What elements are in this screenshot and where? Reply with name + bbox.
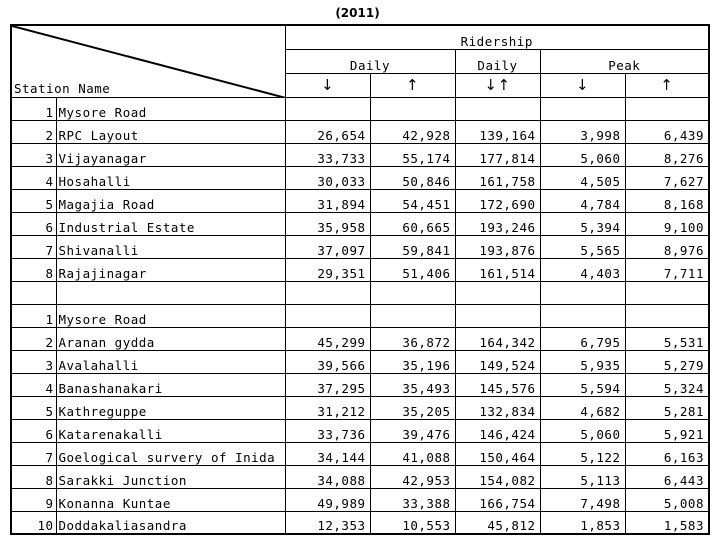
station-name: Banashanakari bbox=[56, 373, 285, 396]
station-number: 3 bbox=[11, 350, 56, 373]
table-row bbox=[11, 350, 709, 373]
peak-down-value: 5,565 bbox=[540, 235, 625, 258]
station-name: RPC Layout bbox=[56, 120, 285, 143]
station-number: 1 bbox=[11, 97, 56, 120]
ridership-header: Ridership bbox=[285, 25, 709, 49]
daily-total-value: 146,424 bbox=[455, 419, 540, 442]
daily-up-arrow-icon: ↑ bbox=[370, 73, 455, 97]
peak-down-value: 5,060 bbox=[540, 143, 625, 166]
daily-up-value: 50,846 bbox=[370, 166, 455, 189]
station-number: 3 bbox=[11, 143, 56, 166]
station-name: Rajajinagar bbox=[56, 258, 285, 281]
peak-down-value: 3,998 bbox=[540, 120, 625, 143]
empty-cell bbox=[56, 281, 285, 304]
table-row bbox=[11, 189, 709, 212]
daily-total-value: 193,246 bbox=[455, 212, 540, 235]
daily-up-value: 41,088 bbox=[370, 442, 455, 465]
station-name-label: Station Name bbox=[14, 80, 111, 96]
daily-down-arrow-icon: ↓ bbox=[285, 73, 370, 97]
station-name: Katarenakalli bbox=[56, 419, 285, 442]
daily-up-value: 10,553 bbox=[370, 511, 455, 534]
station-number: 8 bbox=[11, 258, 56, 281]
station-name: Avalahalli bbox=[56, 350, 285, 373]
station-name: Konanna Kuntae bbox=[56, 488, 285, 511]
station-name: Mysore Road bbox=[56, 304, 285, 327]
table-row bbox=[11, 373, 709, 396]
table-row bbox=[11, 396, 709, 419]
peak-up-value: 8,168 bbox=[625, 189, 709, 212]
daily-total-value: 149,524 bbox=[455, 350, 540, 373]
empty-cell bbox=[540, 281, 625, 304]
station-number: 7 bbox=[11, 442, 56, 465]
table-row bbox=[11, 511, 709, 534]
daily-total-value: 150,464 bbox=[455, 442, 540, 465]
daily-down-value: 30,033 bbox=[285, 166, 370, 189]
daily-header: Daily bbox=[285, 49, 455, 73]
table-row bbox=[11, 120, 709, 143]
daily-total-value: 161,514 bbox=[455, 258, 540, 281]
daily-down-value: 29,351 bbox=[285, 258, 370, 281]
daily-up-value bbox=[370, 97, 455, 120]
daily-down-value: 31,212 bbox=[285, 396, 370, 419]
peak-up-value: 6,443 bbox=[625, 465, 709, 488]
peak-down-value: 5,394 bbox=[540, 212, 625, 235]
table-caption: (2011) bbox=[335, 6, 380, 20]
station-name: Hosahalli bbox=[56, 166, 285, 189]
peak-up-value: 5,921 bbox=[625, 419, 709, 442]
station-number: 2 bbox=[11, 327, 56, 350]
station-number: 6 bbox=[11, 212, 56, 235]
peak-up-value: 7,711 bbox=[625, 258, 709, 281]
daily-total-value bbox=[455, 97, 540, 120]
peak-up-value: 9,100 bbox=[625, 212, 709, 235]
daily-total-value: 161,758 bbox=[455, 166, 540, 189]
daily-total-value: 132,834 bbox=[455, 396, 540, 419]
table-row bbox=[11, 465, 709, 488]
peak-down-value: 5,935 bbox=[540, 350, 625, 373]
daily-down-value: 34,088 bbox=[285, 465, 370, 488]
station-name: Magajia Road bbox=[56, 189, 285, 212]
station-name: Kathreguppe bbox=[56, 396, 285, 419]
peak-down-value: 5,060 bbox=[540, 419, 625, 442]
daily-down-value: 31,894 bbox=[285, 189, 370, 212]
peak-up-value: 1,583 bbox=[625, 511, 709, 534]
table-row bbox=[11, 258, 709, 281]
peak-up-value bbox=[625, 97, 709, 120]
table-row bbox=[11, 212, 709, 235]
daily-down-value: 26,654 bbox=[285, 120, 370, 143]
peak-up-value: 5,324 bbox=[625, 373, 709, 396]
peak-down-value: 4,505 bbox=[540, 166, 625, 189]
peak-up-value bbox=[625, 304, 709, 327]
peak-down-value: 5,113 bbox=[540, 465, 625, 488]
daily-up-value: 35,493 bbox=[370, 373, 455, 396]
table-row bbox=[11, 304, 709, 327]
daily-down-value: 39,566 bbox=[285, 350, 370, 373]
daily-down-value bbox=[285, 304, 370, 327]
daily-down-value: 12,353 bbox=[285, 511, 370, 534]
ridership-table bbox=[10, 24, 710, 535]
station-name-header bbox=[11, 25, 285, 97]
daily-total-header: Daily bbox=[455, 49, 540, 73]
station-number: 8 bbox=[11, 465, 56, 488]
peak-down-arrow-icon: ↓ bbox=[540, 73, 625, 97]
table-row bbox=[11, 442, 709, 465]
station-number: 10 bbox=[11, 511, 56, 534]
empty-cell bbox=[370, 281, 455, 304]
daily-up-value: 33,388 bbox=[370, 488, 455, 511]
station-number: 6 bbox=[11, 419, 56, 442]
station-name: Doddakaliasandra bbox=[56, 511, 285, 534]
daily-total-value: 139,164 bbox=[455, 120, 540, 143]
peak-up-value: 6,163 bbox=[625, 442, 709, 465]
daily-up-value bbox=[370, 304, 455, 327]
daily-total-value: 177,814 bbox=[455, 143, 540, 166]
table-row bbox=[11, 488, 709, 511]
station-name: Vijayanagar bbox=[56, 143, 285, 166]
station-number: 4 bbox=[11, 373, 56, 396]
station-number: 4 bbox=[11, 166, 56, 189]
peak-down-value: 7,498 bbox=[540, 488, 625, 511]
daily-up-value: 54,451 bbox=[370, 189, 455, 212]
daily-up-value: 60,665 bbox=[370, 212, 455, 235]
peak-up-value: 5,531 bbox=[625, 327, 709, 350]
peak-up-value: 8,976 bbox=[625, 235, 709, 258]
peak-up-value: 6,439 bbox=[625, 120, 709, 143]
daily-up-value: 42,928 bbox=[370, 120, 455, 143]
peak-down-value bbox=[540, 304, 625, 327]
peak-down-value bbox=[540, 97, 625, 120]
daily-total-value: 45,812 bbox=[455, 511, 540, 534]
station-number: 1 bbox=[11, 304, 56, 327]
table-row bbox=[11, 97, 709, 120]
peak-down-value: 4,403 bbox=[540, 258, 625, 281]
daily-total-value: 145,576 bbox=[455, 373, 540, 396]
daily-down-value: 49,989 bbox=[285, 488, 370, 511]
empty-cell bbox=[11, 281, 56, 304]
daily-down-value: 34,144 bbox=[285, 442, 370, 465]
empty-cell bbox=[625, 281, 709, 304]
daily-down-value: 33,736 bbox=[285, 419, 370, 442]
daily-total-value: 172,690 bbox=[455, 189, 540, 212]
daily-down-value: 37,295 bbox=[285, 373, 370, 396]
station-number: 9 bbox=[11, 488, 56, 511]
station-number: 7 bbox=[11, 235, 56, 258]
station-name: Industrial Estate bbox=[56, 212, 285, 235]
peak-up-arrow-icon: ↑ bbox=[625, 73, 709, 97]
daily-up-value: 35,196 bbox=[370, 350, 455, 373]
table-row bbox=[11, 166, 709, 189]
peak-up-value: 8,276 bbox=[625, 143, 709, 166]
daily-down-value bbox=[285, 97, 370, 120]
header-row-1 bbox=[11, 25, 709, 49]
daily-total-value bbox=[455, 304, 540, 327]
daily-up-value: 42,953 bbox=[370, 465, 455, 488]
station-name: Sarakki Junction bbox=[56, 465, 285, 488]
station-number: 5 bbox=[11, 396, 56, 419]
daily-both-arrow-icon: ↓↑ bbox=[455, 73, 540, 97]
peak-up-value: 5,008 bbox=[625, 488, 709, 511]
peak-down-value: 4,784 bbox=[540, 189, 625, 212]
station-name: Shivanalli bbox=[56, 235, 285, 258]
daily-down-value: 35,958 bbox=[285, 212, 370, 235]
peak-up-value: 5,281 bbox=[625, 396, 709, 419]
daily-up-value: 51,406 bbox=[370, 258, 455, 281]
peak-down-value: 1,853 bbox=[540, 511, 625, 534]
station-number: 5 bbox=[11, 189, 56, 212]
table-row bbox=[11, 143, 709, 166]
daily-total-value: 164,342 bbox=[455, 327, 540, 350]
daily-up-value: 36,872 bbox=[370, 327, 455, 350]
daily-down-value: 33,733 bbox=[285, 143, 370, 166]
daily-total-value: 154,082 bbox=[455, 465, 540, 488]
daily-up-value: 59,841 bbox=[370, 235, 455, 258]
peak-up-value: 7,627 bbox=[625, 166, 709, 189]
daily-up-value: 39,476 bbox=[370, 419, 455, 442]
table-row bbox=[11, 419, 709, 442]
station-name: Mysore Road bbox=[56, 97, 285, 120]
station-number: 2 bbox=[11, 120, 56, 143]
table-row bbox=[11, 327, 709, 350]
daily-total-value: 166,754 bbox=[455, 488, 540, 511]
empty-cell bbox=[455, 281, 540, 304]
peak-down-value: 5,594 bbox=[540, 373, 625, 396]
peak-down-value: 5,122 bbox=[540, 442, 625, 465]
daily-down-value: 37,097 bbox=[285, 235, 370, 258]
daily-total-value: 193,876 bbox=[455, 235, 540, 258]
peak-header: Peak bbox=[540, 49, 709, 73]
station-name: Goelogical survery of Inida bbox=[56, 442, 285, 465]
peak-down-value: 6,795 bbox=[540, 327, 625, 350]
peak-down-value: 4,682 bbox=[540, 396, 625, 419]
section-separator-row bbox=[11, 281, 709, 304]
empty-cell bbox=[285, 281, 370, 304]
table-row bbox=[11, 235, 709, 258]
daily-up-value: 35,205 bbox=[370, 396, 455, 419]
station-name: Aranan gydda bbox=[56, 327, 285, 350]
daily-up-value: 55,174 bbox=[370, 143, 455, 166]
daily-down-value: 45,299 bbox=[285, 327, 370, 350]
peak-up-value: 5,279 bbox=[625, 350, 709, 373]
